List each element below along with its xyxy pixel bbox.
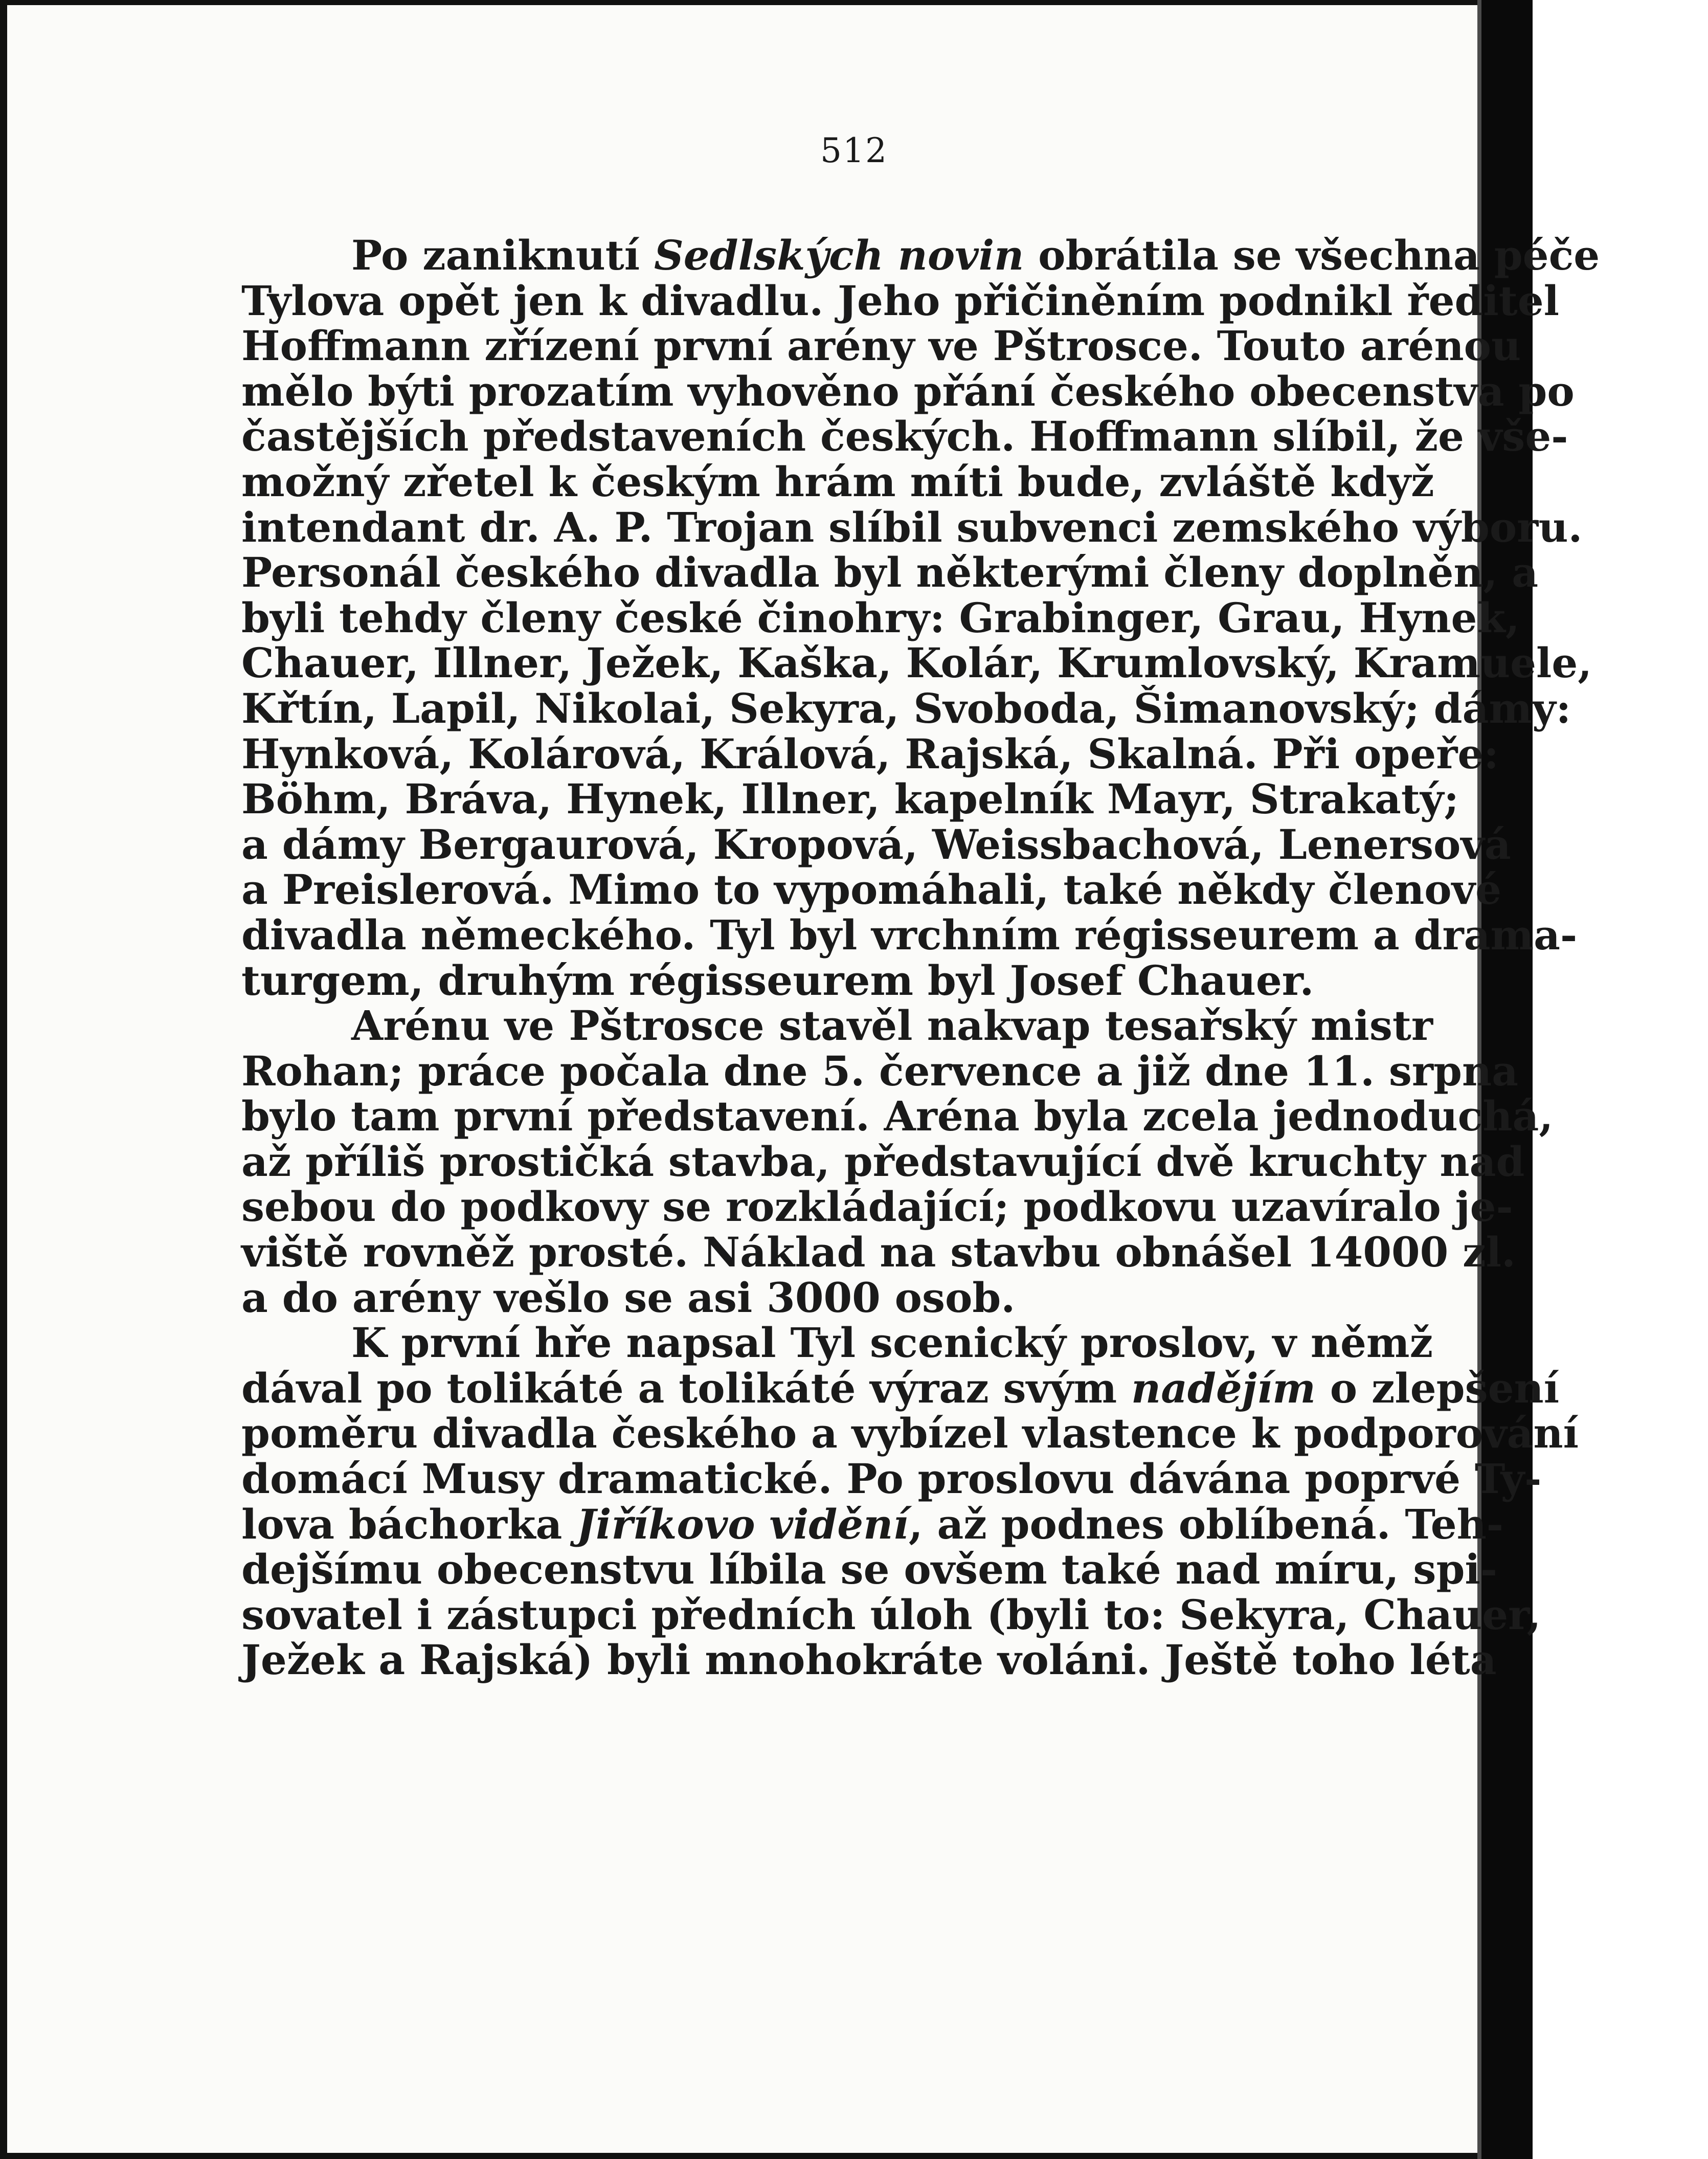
scan-border-top: [0, 0, 1533, 5]
text-line: [241, 1003, 1433, 1049]
text-line: [241, 958, 1433, 1004]
text-run: Křtín, Lapil, Nikolai, Sekyra, Svoboda, Šimanovský; dámy:: [241, 684, 1571, 732]
text-line: [241, 459, 1433, 505]
text-line: [241, 775, 1459, 823]
text-run: dával po tolikáté a tolikáté výraz svým: [241, 1364, 1132, 1412]
text-run: Böhm, Bráva, Hynek, Illner, kapelník Mayr, Strakatý;: [241, 775, 1459, 823]
text-line: [241, 276, 1560, 325]
text-line: [241, 1409, 1579, 1458]
text-line: [241, 322, 1521, 370]
text-line: [241, 412, 1568, 461]
text-run: a Preislerová. Mimo to vypomáhali, také někdy členové: [241, 865, 1501, 914]
text-run: sovatel i zástupci předních úloh (byli to: Sekyra, Chauer,: [241, 1590, 1541, 1639]
scan-border-bottom: [0, 2153, 1533, 2159]
text-line: [241, 1364, 1560, 1412]
text-line: [241, 639, 1592, 687]
text-run: divadla německého. Tyl byl vrchním régisseurem a drama-: [241, 910, 1578, 959]
text-line: [241, 593, 1520, 642]
text-line: [241, 1092, 1554, 1141]
text-run: až příliš prostičká stavba, představující dvě kruchty nad: [241, 1137, 1525, 1186]
text-line: [241, 231, 1600, 279]
text-run: sebou do podkovy se rozkládající; podkovu uzavíralo je-: [241, 1183, 1513, 1231]
body-text: [241, 231, 1600, 1684]
text-run: , až podnes oblíbená. Teh-: [908, 1500, 1503, 1548]
text-run: Tylova opět jen k divadlu. Jeho přičiněním podnikl ředitel: [241, 276, 1560, 325]
text-run: a do arény vešlo se asi 3000 osob.: [241, 1273, 1016, 1322]
text-run: viště rovněž prosté. Náklad na stavbu obnášel 14000 zl.: [241, 1228, 1516, 1277]
text-run: mělo býti prozatím vyhověno přání českého obecenstva po: [241, 367, 1575, 415]
text-line: [241, 910, 1578, 959]
text-run: Rohan; práce počala dne 5. července a již dne 11. srpna: [241, 1047, 1518, 1095]
text-line: [241, 865, 1501, 914]
text-run: možný zřetel k českým hrám míti bude, zvláště když: [241, 457, 1434, 506]
italic-title: Jiříkovo vidění: [576, 1500, 909, 1548]
page-number: 512: [820, 131, 888, 170]
text-run: domácí Musy dramatické. Po proslovu dávána poprvé Ty-: [241, 1455, 1542, 1503]
text-run: dejšímu obecenstvu líbila se ovšem také nad míru, spi-: [241, 1545, 1497, 1594]
text-line: [241, 1636, 1497, 1684]
text-line: [241, 1183, 1513, 1231]
text-run: bylo tam první představení. Aréna byla zcela jednoduchá,: [241, 1092, 1554, 1141]
text-run: Po zaniknutí: [351, 231, 654, 279]
text-line: [241, 729, 1499, 778]
text-run: Ježek a Rajská) byli mnohokráte voláni. Ještě toho léta: [241, 1636, 1497, 1684]
text-line: [241, 1320, 1433, 1366]
text-line: [241, 1275, 1433, 1321]
text-run: Hoffmann zřízení první arény ve Pštrosce. Touto arénou: [241, 322, 1521, 370]
text-run: byli tehdy členy české činohry: Grabinger, Grau, Hynek,: [241, 593, 1520, 642]
text-run: turgem, druhým régisseurem byl Josef Chauer.: [241, 956, 1314, 1005]
text-run: o zlepšení: [1315, 1364, 1560, 1412]
text-line: [241, 367, 1575, 415]
text-run: Arénu ve Pštrosce stavěl nakvap tesařský mistr: [351, 1001, 1433, 1050]
italic-title: Sedlských novin: [654, 231, 1024, 279]
text-line: [241, 548, 1539, 597]
text-line: [241, 1137, 1525, 1186]
text-run: Chauer, Illner, Ježek, Kaška, Kolár, Krumlovský, Kramuele,: [241, 639, 1592, 687]
text-line: [241, 684, 1571, 732]
text-run: intendant dr. A. P. Trojan slíbil subvenci zemského výboru.: [241, 503, 1583, 551]
text-line: [241, 1047, 1518, 1095]
text-run: a dámy Bergaurová, Kropová, Weissbachová, Lenersová: [241, 820, 1511, 869]
text-run: Personál českého divadla byl některými členy doplněn, a: [241, 548, 1539, 597]
text-line: [241, 503, 1583, 551]
text-line: [241, 1228, 1516, 1277]
text-run: obrátila se všechna péče: [1024, 231, 1600, 279]
text-line: [241, 1545, 1497, 1594]
text-run: častějších představeních českých. Hoffmann slíbil, že vše-: [241, 412, 1568, 461]
text-run: Hynková, Kolárová, Králová, Rajská, Skalná. Při opeře:: [241, 729, 1499, 778]
text-line: [241, 1455, 1542, 1503]
text-run: lova báchorka: [241, 1500, 577, 1548]
text-line: [241, 820, 1511, 869]
text-run: K první hře napsal Tyl scenický proslov, v němž: [351, 1319, 1433, 1367]
text-run: poměru divadla českého a vybízel vlastence k podporování: [241, 1409, 1579, 1458]
scan-border-left: [0, 0, 7, 2159]
text-line: [241, 1590, 1541, 1639]
italic-title: nadějím: [1131, 1364, 1316, 1412]
text-line: [241, 1500, 1503, 1548]
